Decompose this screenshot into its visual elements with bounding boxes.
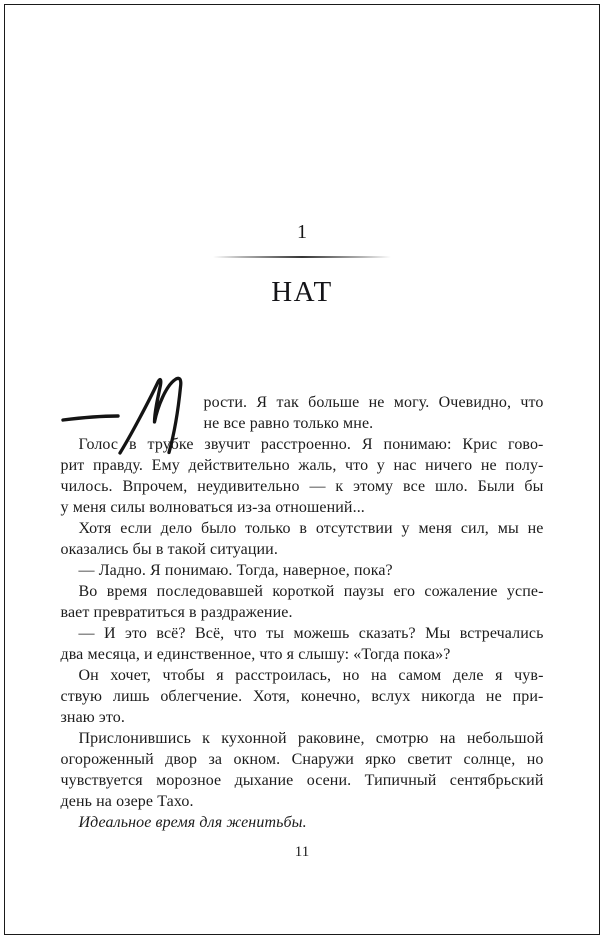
chapter-divider-rule [213,256,391,258]
chapter-number: 1 [297,221,307,243]
text-line: Прислонившись к кухонной раковине, смотрю на небольшой [78,730,544,747]
body-text [61,392,544,833]
chapter-title: НАТ [271,276,333,308]
text-line: не все равно только мне. [203,415,374,432]
text-line: Голос в трубке звучит расстроенно. Я понимаю: Крис гово- [78,436,544,453]
paragraph [61,665,544,728]
paragraph [61,812,544,833]
paragraph [61,623,544,665]
paragraph [61,728,544,812]
opening-paragraph [204,392,544,434]
text-line: — И это всё? Всё, что ты можешь сказать? Мы встречались [78,625,544,642]
text-line: у меня силы волноваться из-за отношений... [60,499,365,516]
text-line: ствую лишь облегчение. Хотя, конечно, вслух никогда не при- [60,688,544,705]
paragraph [61,581,544,623]
text-line: Во время последовавшей короткой паузы его сожаление успе- [78,583,544,600]
paragraph [61,560,544,581]
text-line: два месяца, и единственное, что я слышу: «Тогда пока»? [60,646,451,663]
text-line: день на озере Тахо. [60,793,194,810]
paragraph [61,434,544,518]
text-line: знаю это. [60,709,125,726]
page-number: 11 [294,844,310,860]
text-line: рости. Я так больше не могу. Очевидно, что [203,394,544,411]
text-line: вает превратиться в раздражение. [60,604,293,621]
text-line: рит правду. Ему действительно жаль, что у нас ничего не полу- [60,457,544,474]
book-page [5,5,599,934]
text-line: Идеальное время для женитьбы. [78,814,307,831]
text-line: чувствуется морозное дыхание осени. Типичный сентябрьский [60,772,544,789]
text-line: Он хочет, чтобы я расстроилась, но на самом деле я чув- [78,667,544,684]
paragraph [61,518,544,560]
text-line: оказались бы в такой ситуации. [60,541,278,558]
text-line: чилось. Впрочем, неудивительно — к этому все шло. Были бы [60,478,544,495]
text-line: огороженный двор за окном. Снаружи ярко светит солнце, но [60,751,544,768]
text-line: Хотя если дело было только в отсутствии у меня сил, мы не [78,520,544,537]
text-line: — Ладно. Я понимаю. Тогда, наверное, пока? [78,562,393,579]
